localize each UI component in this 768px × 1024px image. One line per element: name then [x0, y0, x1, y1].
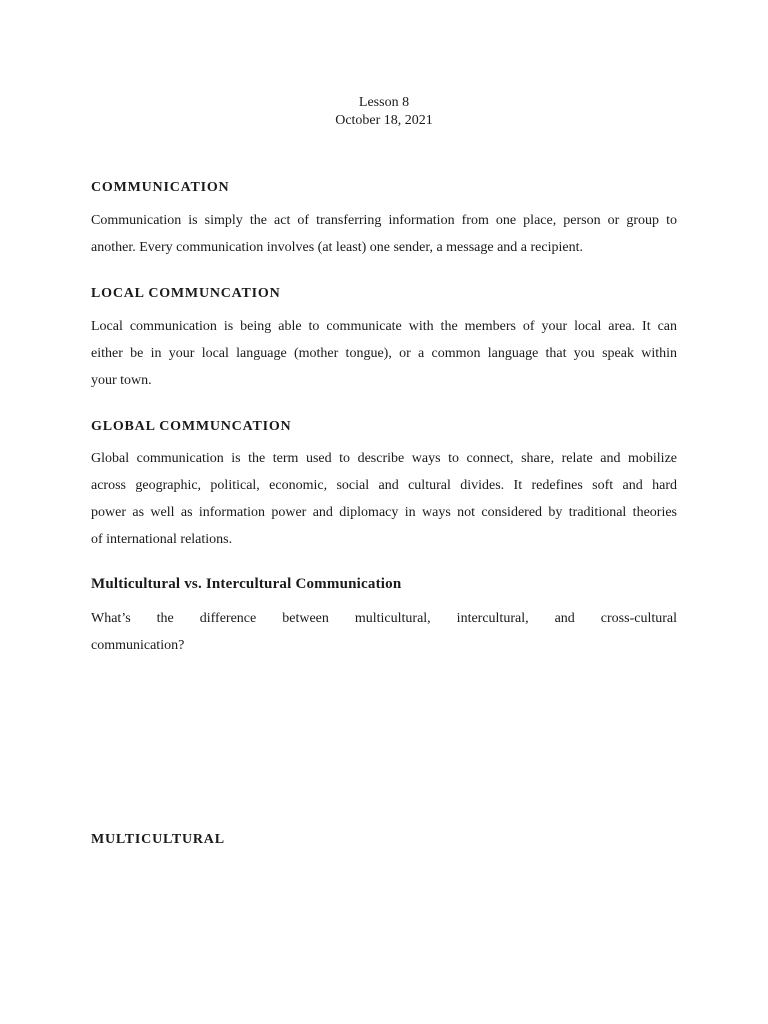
heading-communication: COMMUNICATION: [91, 180, 230, 195]
paragraph-line: Global communication is the term used to describe ways to connect, share, relate and mobilize: [91, 451, 677, 466]
paragraph-line: another. Every communication involves (at least) one sender, a message and a recipient.: [91, 240, 583, 255]
paragraph-global-communication: [91, 445, 677, 553]
paragraph-line: your town.: [91, 373, 152, 388]
document-header: [0, 94, 768, 130]
paragraph-line: either be in your local language (mother tongue), or a common language that you speak within: [91, 346, 677, 361]
paragraph-line: across geographic, political, economic, social and cultural divides. It redefines soft and hard: [91, 478, 677, 493]
paragraph-difference-question: [91, 605, 677, 659]
heading-local-communication: LOCAL COMMUNCATION: [91, 286, 281, 301]
paragraph-line: of international relations.: [91, 532, 233, 547]
lesson-number: Lesson 8: [358, 95, 410, 110]
paragraph-local-communication: [91, 313, 677, 394]
paragraph-line: power as well as information power and diplomacy in ways not considered by traditional theories: [91, 505, 677, 520]
heading-multicultural-vs-intercultural: Multicultural vs. Intercultural Communication: [91, 576, 402, 592]
paragraph-line: communication?: [91, 638, 185, 653]
paragraph-line: Communication is simply the act of transferring information from one place, person or group to: [91, 213, 677, 228]
heading-multicultural: MULTICULTURAL: [91, 832, 225, 847]
paragraph-line: What’s the difference between multicultural, intercultural, and cross-cultural: [91, 611, 677, 626]
heading-global-communication: GLOBAL COMMUNCATION: [91, 419, 292, 434]
paragraph-communication: [91, 207, 677, 261]
lesson-date: October 18, 2021: [335, 113, 433, 128]
paragraph-line: Local communication is being able to communicate with the members of your local area. It can: [91, 319, 677, 334]
